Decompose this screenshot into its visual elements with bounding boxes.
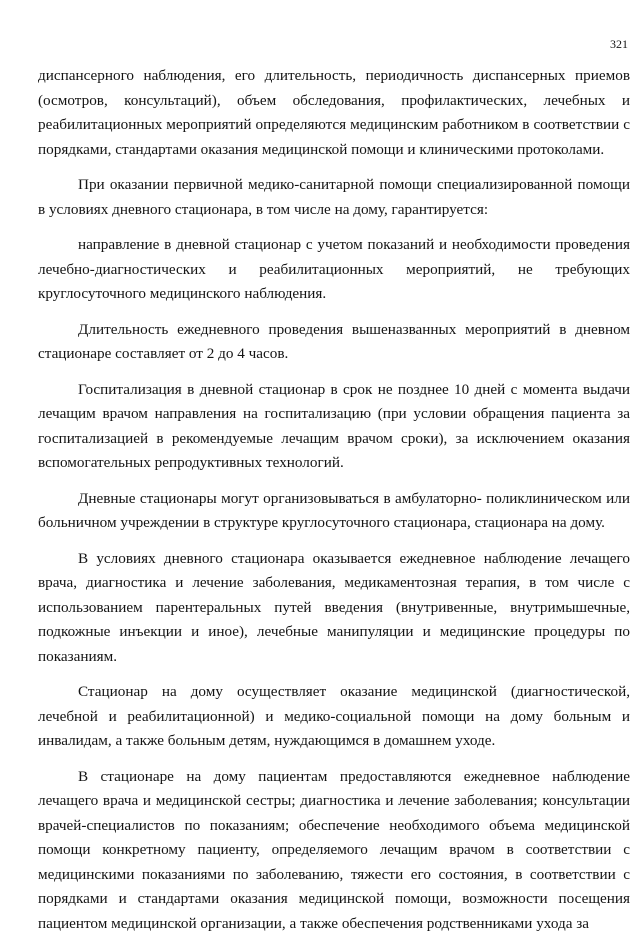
paragraph-day-hospital-organization: Дневные стационары могут организовываться в амбулаторно- поликлиническом или больничном учреждении в структуре круглосуточного стационара, стационара на дому. <box>38 487 630 536</box>
paragraph-dispensary-observation: диспансерного наблюдения, его длительность, периодичность диспансерных приемов (осмотров, консультаций), объем обследования, профилактических, лечебных и реабилитационных мероприятий определяются медицинским работником в соответствии с порядками, стандартами оказания медицинской помощи и клиническими протоколами. <box>38 64 630 162</box>
paragraph-home-hospital: Стационар на дому осуществляет оказание медицинской (диагностической, лечебной и реабилитационной) и медико-социальной помощи на дому больным и инвалидам, а также больным детям, нуждающимся в домашнем уходе. <box>38 680 630 754</box>
paragraph-day-hospital-referral: направление в дневной стационар с учетом показаний и необходимости проведения лечебно-диагностических и реабилитационных мероприятий, не требующих круглосуточного медицинского наблюдения. <box>38 233 630 307</box>
paragraph-day-hospital-guarantee: При оказании первичной медико-санитарной помощи специализированной помощи в условиях дневного стационара, в том числе на дому, гарантируется: <box>38 173 630 222</box>
paragraph-home-hospital-services: В стационаре на дому пациентам предоставляются ежедневное наблюдение лечащего врача и медицинской сестры; диагностика и лечение заболевания; консультации врачей-специалистов по показаниям; обеспечение необходимого объема медицинской помощи конкретному пациенту, определяемого лечащим врачом в соответствии с медицинскими показаниями по заболеванию, тяжести его состояния, в соответствии с порядками и стандартами оказания медицинской помощи, возможности посещения пациентом медицинской организации, а также обеспечения родственниками ухода за <box>38 765 630 936</box>
paragraph-hospitalization-term: Госпитализация в дневной стационар в срок не позднее 10 дней с момента выдачи лечащим врачом направления на госпитализацию (при условии обращения пациента за госпитализацией в рекомендуемые лечащим врачом сроки), за исключением оказания вспомогательных репродуктивных технологий. <box>38 378 630 476</box>
page-number: 321 <box>610 37 628 51</box>
paragraph-daily-duration: Длительность ежедневного проведения вышеназванных мероприятий в дневном стационаре составляет от 2 до 4 часов. <box>38 318 630 367</box>
paragraph-day-hospital-services: В условиях дневного стационара оказывается ежедневное наблюдение лечащего врача, диагностика и лечение заболевания, медикаментозная терапия, в том числе с использованием парентеральных путей введения (внутривенные, внутримышечные, подкожные инъекции и иное), лечебные манипуляции и медицинские процедуры по показаниям. <box>38 547 630 670</box>
